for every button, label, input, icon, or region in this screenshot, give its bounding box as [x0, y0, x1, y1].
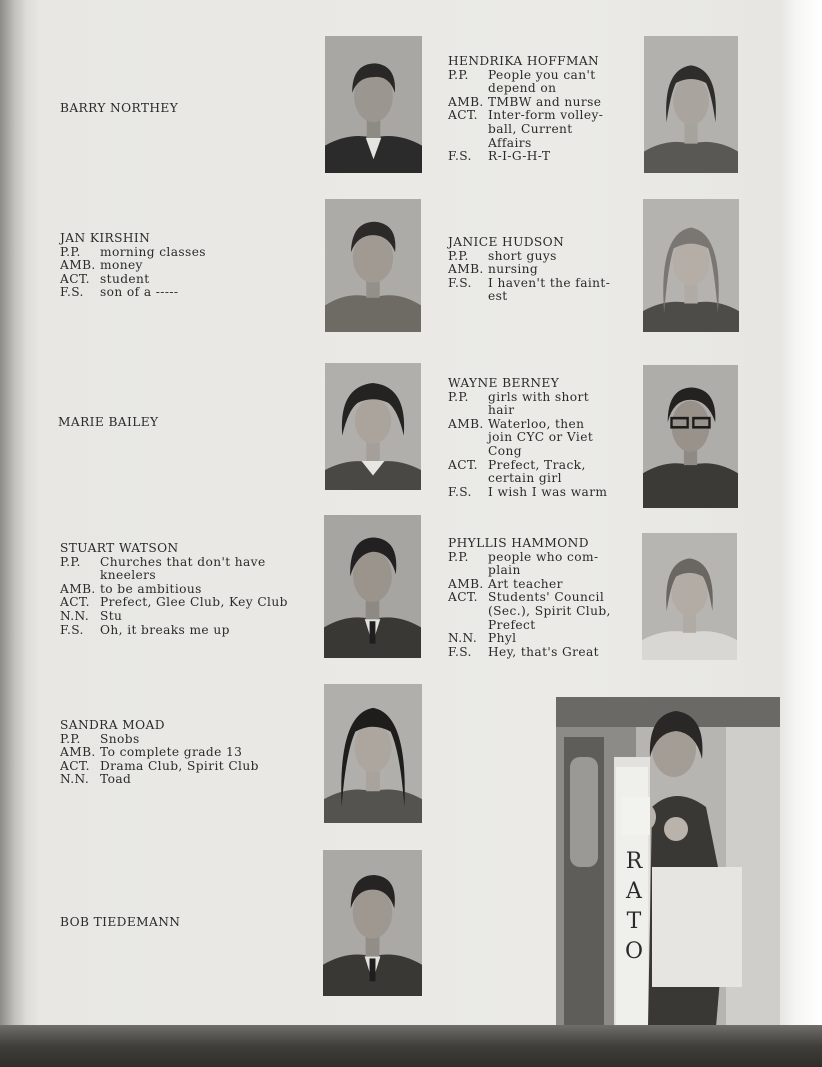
student-name: MARIE BAILEY [58, 415, 159, 429]
entry-key: AMB. [448, 262, 484, 277]
entry-continuation: (Sec.), Spirit Club, [488, 603, 611, 618]
entry-continuation: certain girl [488, 471, 562, 486]
entry-line [448, 263, 610, 277]
entry-value: I haven't the faint- [488, 275, 611, 290]
entry-line [60, 733, 259, 747]
entry-value: student [100, 271, 150, 286]
entry-line [60, 273, 206, 287]
entry-key: ACT. [448, 590, 478, 605]
portrait-photo-stuart-watson [324, 515, 421, 658]
entry-line [448, 646, 611, 660]
entry-key: F.S. [448, 149, 472, 164]
student-entry [448, 537, 611, 659]
entry-key: F.S. [448, 275, 472, 290]
entry-value: son of a ----- [100, 285, 179, 300]
entry-continuation: Affairs [488, 135, 532, 150]
student-name: BARRY NORTHEY [60, 101, 179, 115]
portrait-photo-hendrika-hoffman [644, 36, 738, 173]
entry-line [60, 259, 206, 273]
portrait-photo-janice-hudson [643, 199, 739, 332]
student-name: WAYNE BERNEY [448, 376, 560, 390]
student-entry [58, 416, 158, 430]
student-entry [60, 232, 206, 300]
entry-key: F.S. [448, 644, 472, 659]
student-name: PHYLLIS HAMMOND [448, 536, 589, 550]
entry-continuation: ball, Current [488, 121, 573, 136]
entry-line [448, 459, 607, 473]
entry-value: Phyl [488, 631, 517, 646]
entry-continuation: Cong [488, 443, 522, 458]
entry-value: nursing [488, 262, 539, 277]
entry-line [448, 150, 603, 164]
student-name: JANICE HUDSON [448, 235, 565, 249]
student-name: HENDRIKA HOFFMAN [448, 54, 600, 68]
entry-line [448, 250, 610, 264]
entry-value: morning classes [100, 244, 206, 259]
student-entry [60, 719, 259, 787]
student-entry [60, 102, 178, 116]
page-edge [780, 0, 822, 1067]
entry-line [448, 391, 607, 405]
entry-line [60, 596, 288, 610]
entry-value: Stu [100, 608, 123, 623]
entry-continuation: kneelers [100, 568, 157, 583]
portrait-photo-phyllis-hammond [642, 533, 737, 660]
entry-line [448, 96, 603, 110]
student-entry [448, 236, 610, 304]
entry-value: short guys [488, 248, 557, 263]
student-name: JAN KIRSHIN [60, 231, 151, 245]
entry-value: I wish I was warm [488, 484, 608, 499]
entry-key: ACT. [448, 457, 478, 472]
entry-value: Students' Council [488, 590, 605, 605]
entry-key: P.P. [60, 731, 81, 746]
entry-key: F.S. [60, 622, 84, 637]
entry-line [60, 773, 259, 787]
entry-key: AMB. [448, 416, 484, 431]
entry-line [60, 760, 259, 774]
entry-line [448, 551, 611, 565]
entry-key: P.P. [60, 554, 81, 569]
student-entry [60, 916, 180, 930]
entry-line [448, 109, 603, 123]
entry-line [60, 624, 288, 638]
portrait-photo-bob-tiedemann [323, 850, 422, 996]
entry-value: People you can't [488, 67, 596, 82]
entry-key: AMB. [60, 258, 96, 273]
entry-key: P.P. [448, 248, 469, 263]
entry-key: P.P. [448, 67, 469, 82]
entry-key: ACT. [60, 595, 90, 610]
entry-key: N.N. [448, 631, 478, 646]
entry-line [448, 632, 611, 646]
entry-continuation: hair [488, 403, 515, 418]
entry-line [60, 246, 206, 260]
entry-key: AMB. [60, 581, 96, 596]
entry-value: Drama Club, Spirit Club [100, 758, 259, 773]
entry-line [448, 69, 603, 83]
entry-value: Hey, that's Great [488, 644, 599, 659]
entry-line [60, 746, 259, 760]
entry-value: girls with short [488, 389, 590, 404]
entry-value: Oh, it breaks me up [100, 622, 230, 637]
entry-value: R-I-G-H-T [488, 149, 551, 164]
entry-value: Prefect, Track, [488, 457, 586, 472]
portrait-photo-jan-kirshin [325, 199, 421, 332]
entry-key: P.P. [60, 244, 81, 259]
entry-value: money [100, 258, 143, 273]
entry-key: ACT. [60, 271, 90, 286]
entry-line [448, 486, 607, 500]
student-entry [448, 55, 603, 164]
entry-line [448, 418, 607, 432]
entry-key: F.S. [448, 484, 472, 499]
student-entry [448, 377, 607, 499]
entry-key: ACT. [60, 758, 90, 773]
student-name: SANDRA MOAD [60, 718, 165, 732]
entry-continuation: depend on [488, 81, 557, 96]
entry-value: to be ambitious [100, 581, 202, 596]
entry-line [60, 610, 288, 624]
entry-value: Prefect, Glee Club, Key Club [100, 595, 288, 610]
entry-line [60, 556, 288, 570]
entry-line [448, 578, 611, 592]
entry-value: Churches that don't have [100, 554, 266, 569]
book-spine-shadow [0, 0, 26, 1067]
entry-line [60, 583, 288, 597]
entry-key: N.N. [60, 772, 90, 787]
entry-value: Waterloo, then [488, 416, 585, 431]
entry-key: P.P. [448, 389, 469, 404]
entry-line [448, 591, 611, 605]
portrait-photo-marie-bailey [325, 363, 421, 490]
student-entry [60, 542, 288, 637]
entry-key: N.N. [60, 608, 90, 623]
entry-value: Inter-form volley- [488, 108, 604, 123]
entry-key: F.S. [60, 285, 84, 300]
entry-value: Toad [100, 772, 132, 787]
scan-bottom-shadow [0, 1025, 822, 1067]
entry-value: Art teacher [488, 576, 563, 591]
entry-key: AMB. [60, 745, 96, 760]
entry-value: TMBW and nurse [488, 94, 602, 109]
entry-continuation: join CYC or Viet [488, 430, 594, 445]
student-name: BOB TIEDEMANN [60, 915, 181, 929]
candid-sign-text: RATO [624, 849, 644, 964]
entry-continuation: plain [488, 563, 521, 578]
entry-line [60, 286, 206, 300]
entry-key: P.P. [448, 549, 469, 564]
entry-value: Snobs [100, 731, 140, 746]
entry-line [448, 277, 610, 291]
portrait-photo-barry-northey [325, 36, 422, 173]
candid-photo [556, 697, 780, 1027]
entry-value: people who com- [488, 549, 599, 564]
portrait-photo-sandra-moad [324, 684, 422, 823]
portrait-photo-wayne-berney [643, 365, 738, 508]
entry-key: AMB. [448, 576, 484, 591]
entry-continuation: Prefect [488, 617, 536, 632]
entry-value: To complete grade 13 [100, 745, 243, 760]
entry-key: ACT. [448, 108, 478, 123]
entry-continuation: est [488, 289, 508, 304]
student-name: STUART WATSON [60, 541, 179, 555]
entry-key: AMB. [448, 94, 484, 109]
